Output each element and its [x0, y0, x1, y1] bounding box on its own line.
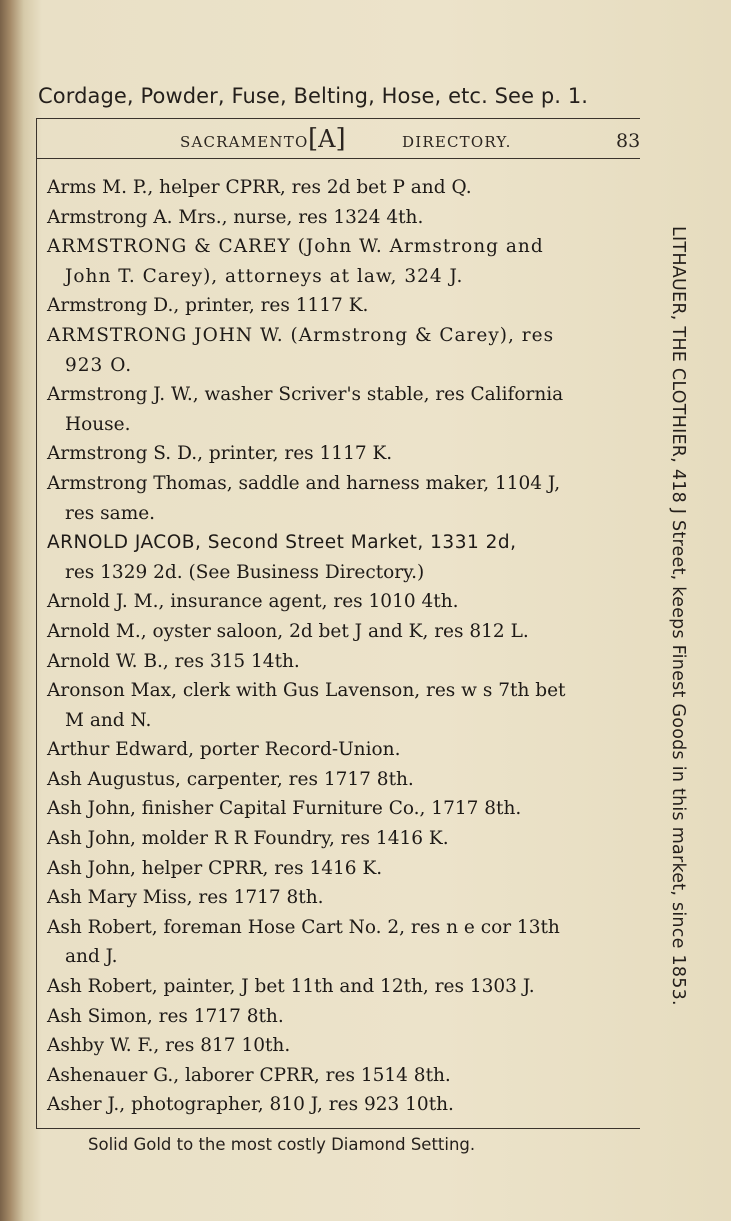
directory-entry [47, 972, 647, 1002]
running-head-bracket-open: [ [308, 124, 319, 154]
entry-line: Asher J., photographer, 810 J, res 923 10th. [47, 1094, 454, 1116]
entry-continuation-line: John T. Carey), attorneys at law, 324 J. [65, 265, 464, 287]
entry-line: Arnold J. M., insurance agent, res 1010 4th. [47, 591, 459, 613]
running-head-letter-box [308, 124, 346, 154]
directory-entry [47, 765, 647, 795]
running-head [180, 124, 641, 154]
entry-line: Ash Simon, res 1717 8th. [47, 1005, 284, 1027]
directory-entries [47, 173, 647, 1120]
directory-entry [47, 587, 647, 617]
entry-line: Ash John, molder R R Foundry, res 1416 K. [47, 828, 449, 850]
directory-entry [47, 528, 647, 587]
entry-line: Arms M. P., helper CPRR, res 2d bet P and Q. [47, 177, 472, 198]
directory-entry [47, 1002, 647, 1032]
page-number: 83 [616, 130, 641, 152]
directory-entry [47, 321, 647, 380]
top-advertisement-banner: Cordage, Powder, Fuse, Belting, Hose, etc. See p. 1. [38, 84, 589, 108]
entry-line: Arnold M., oyster saloon, 2d bet J and K, res 812 L. [47, 620, 529, 642]
frame-top-rule [36, 118, 640, 119]
directory-entry [47, 439, 647, 469]
entry-line: Ash John, helper CPRR, res 1416 K. [47, 857, 383, 879]
running-head-title: DIRECTORY. [402, 133, 512, 151]
entry-line: Armstrong A. Mrs., nurse, res 1324 4th. [47, 206, 424, 228]
directory-entry [47, 173, 647, 203]
frame-bottom-rule [36, 1128, 640, 1129]
directory-entry [47, 647, 647, 677]
entry-line: Ashenauer G., laborer CPRR, res 1514 8th. [47, 1064, 451, 1086]
side-advertisement [668, 226, 698, 1016]
entry-line: Ash Mary Miss, res 1717 8th. [47, 887, 324, 909]
entry-continuation-line: and J. [65, 946, 118, 968]
directory-entry [47, 1031, 647, 1061]
entry-line: ARNOLD JACOB, Second Street Market, 1331 2d, [47, 532, 517, 554]
frame-left-rule [36, 118, 37, 1128]
entry-line: Armstrong D., printer, res 1117 K. [47, 295, 369, 317]
entry-line: Armstrong Thomas, saddle and harness maker, 1104 J, [47, 472, 561, 494]
entry-line: Arnold W. B., res 315 14th. [47, 650, 300, 672]
running-head-city: SACRAMENTO [180, 133, 309, 151]
entry-continuation-line: res same. [65, 502, 156, 524]
directory-entry [47, 824, 647, 854]
directory-entry [47, 617, 647, 647]
entry-line: ARMSTRONG JOHN W. (Armstrong & Carey), res [47, 324, 555, 346]
entry-continuation-line: res 1329 2d. (See Business Directory.) [65, 561, 425, 583]
side-advertisement-text: LITHAUER, THE CLOTHIER, 418 J Street, keeps Finest Goods in this market, since 1853. [668, 226, 688, 1006]
footer-advertisement: Solid Gold to the most costly Diamond Setting. [88, 1135, 476, 1154]
entry-line: Ashby W. F., res 817 10th. [47, 1035, 291, 1057]
entry-line: Armstrong J. W., washer Scriver's stable, res California [47, 384, 564, 406]
entry-line: Arthur Edward, porter Record-Union. [47, 739, 401, 761]
entry-continuation-line: House. [65, 413, 131, 435]
directory-entry [47, 676, 647, 735]
directory-entry [47, 883, 647, 913]
entry-line: ARMSTRONG & CAREY (John W. Armstrong and [47, 236, 544, 258]
directory-entry [47, 232, 647, 291]
entry-line: Ash John, finisher Capital Furniture Co., 1717 8th. [47, 798, 522, 820]
directory-entry [47, 469, 647, 528]
entry-line: Armstrong S. D., printer, res 1117 K. [47, 443, 393, 465]
entry-line: Aronson Max, clerk with Gus Lavenson, res w s 7th bet [47, 680, 566, 702]
header-rule [36, 158, 640, 159]
entry-continuation-line: 923 O. [65, 354, 133, 376]
running-head-letter: A [318, 125, 336, 153]
directory-entry [47, 380, 647, 439]
entry-line: Ash Robert, painter, J bet 11th and 12th, res 1303 J. [47, 976, 535, 998]
directory-entry [47, 1061, 647, 1091]
directory-entry [47, 203, 647, 233]
entry-line: Ash Augustus, carpenter, res 1717 8th. [47, 768, 414, 790]
directory-entry [47, 854, 647, 884]
entry-line: Ash Robert, foreman Hose Cart No. 2, res n e cor 13th [47, 916, 560, 938]
entry-continuation-line: M and N. [65, 709, 152, 731]
directory-entry [47, 913, 647, 972]
directory-entry [47, 291, 647, 321]
directory-entry [47, 735, 647, 765]
directory-entry [47, 794, 647, 824]
directory-entry [47, 1090, 647, 1120]
running-head-bracket-close: ] [335, 124, 346, 154]
